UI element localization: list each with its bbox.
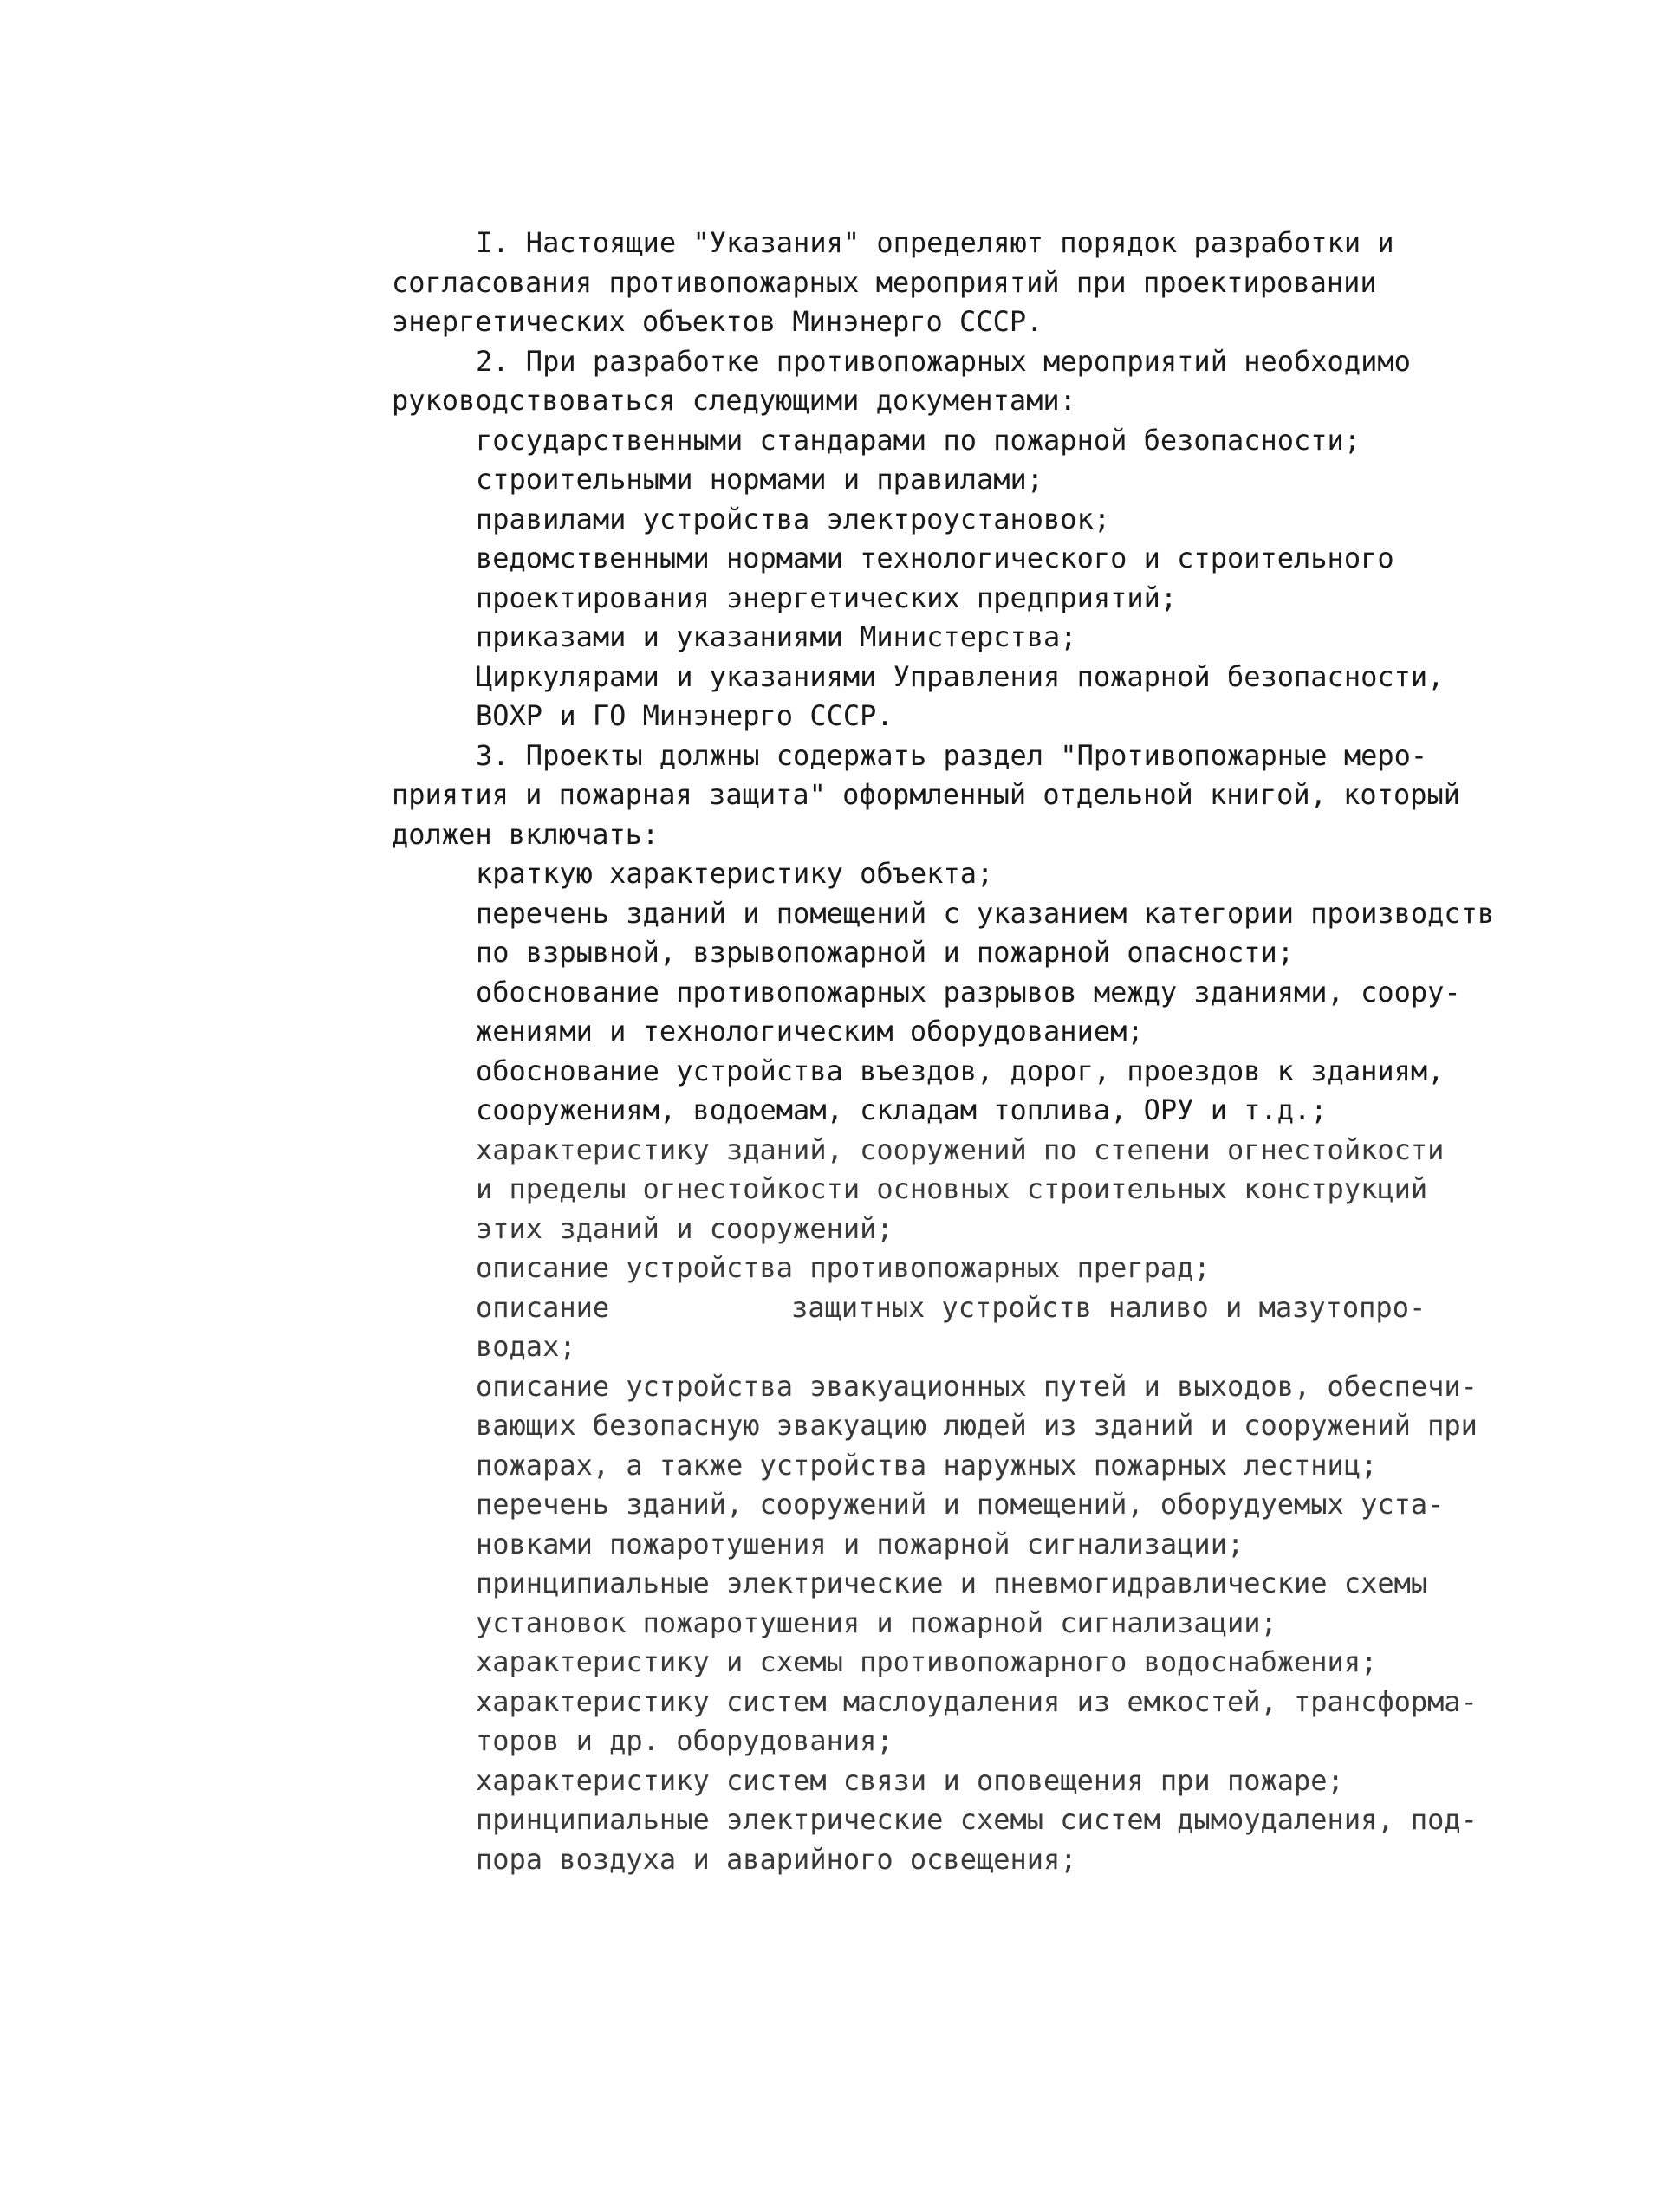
requirement-item: этих зданий и сооружений;	[476, 1211, 893, 1245]
requirement-item: принципиальные электрические и пневмогидравлические схемы	[476, 1567, 1428, 1599]
requirement-item: обоснование устройства въездов, дорог, проездов к зданиям,	[476, 1054, 1445, 1087]
requirement-item-with-gap	[392, 1288, 1510, 1328]
requirement-item: краткую характеристику объекта;	[476, 857, 994, 890]
paragraph-3-line-1: 3. Проекты должны содержать раздел "Противопожарные меро-	[476, 738, 1428, 772]
requirement-item: характеристику систем маслоудаления из емкостей, трансформа-	[476, 1684, 1478, 1718]
requirement-item: пора воздуха и аварийного освещения;	[476, 1842, 1077, 1876]
requirement-item: перечень зданий, сооружений и помещений, оборудуемых уста-	[476, 1488, 1445, 1521]
requirement-item: новками пожаротушения и пожарной сигнализации;	[476, 1527, 1244, 1560]
requirement-item: обоснование противопожарных разрывов между зданиями, соору-	[476, 975, 1461, 1009]
requirement-item: сооружениям, водоемам, складам топлива, ОРУ и т.д.;	[476, 1093, 1328, 1126]
requirement-item-end: защитных устройств наливо и мазутопро-	[791, 1290, 1426, 1324]
requirement-item: характеристику систем связи и оповещения при пожаре;	[476, 1763, 1344, 1797]
paragraph-1-line-2: согласования противопожарных мероприятий при проектировании	[392, 265, 1377, 299]
document-list-item: строительными нормами и правилами;	[476, 463, 1044, 496]
requirement-item: перечень зданий и помещений с указанием категории производств	[476, 896, 1495, 930]
requirement-item: пожарах, а также устройства наружных пожарных лестниц;	[476, 1448, 1378, 1482]
requirement-item-start: описание	[476, 1290, 610, 1324]
paragraph-3-line-3: должен включать:	[392, 817, 659, 851]
requirement-item: торов и др. оборудования;	[476, 1724, 893, 1757]
document-list-item: ВОХР и ГО Минэнерго СССР.	[476, 699, 893, 732]
requirement-item: описание устройства эвакуационных путей и выходов, обеспечи-	[476, 1369, 1478, 1403]
document-list-item: проектирования энергетических предприятий;	[476, 581, 1178, 614]
paragraph-3-line-2: приятия и пожарная защита" оформленный отдельной книгой, который	[392, 778, 1460, 811]
requirement-item: по взрывной, взрывопожарной и пожарной опасности;	[476, 936, 1295, 969]
requirement-item: и пределы огнестойкости основных строительных конструкций	[476, 1172, 1428, 1205]
requirement-item: принципиальные электрические схемы систем дымоудаления, под-	[476, 1803, 1478, 1836]
paragraph-1-line-3: энергетических объектов Минэнерго СССР.	[392, 305, 1043, 338]
document-list-item: государственными стандарами по пожарной безопасности;	[476, 423, 1361, 457]
paragraph-2-line-2: руководствоваться следующими документами:	[392, 384, 1076, 417]
paragraph-1-line-1: I. Настоящие "Указания" определяют порядок разработки и	[476, 226, 1394, 259]
document-list-item: правилами устройства электроустановок;	[476, 502, 1111, 535]
requirement-item: жениями и технологическим оборудованием;	[476, 1015, 1144, 1048]
document-body	[392, 224, 1510, 1879]
document-list-item: ведомственными нормами технологического и строительного	[476, 542, 1394, 574]
document-list-item: Циркулярами и указаниями Управления пожарной безопасности,	[476, 659, 1445, 693]
requirement-item: характеристику и схемы противопожарного водоснабжения;	[476, 1645, 1378, 1678]
requirement-item: характеристику зданий, сооружений по степени огнестойкости	[476, 1132, 1445, 1166]
requirement-item: вающих безопасную эвакуацию людей из зданий и сооружений при	[476, 1409, 1478, 1442]
requirement-item: водах;	[476, 1330, 576, 1363]
paragraph-2-line-1: 2. При разработке противопожарных мероприятий необходимо	[476, 344, 1411, 378]
requirement-item: установок пожаротушения и пожарной сигнализации;	[476, 1605, 1277, 1639]
document-list-item: приказами и указаниями Министерства;	[476, 620, 1077, 653]
requirement-item: описание устройства противопожарных преград;	[476, 1251, 1211, 1284]
